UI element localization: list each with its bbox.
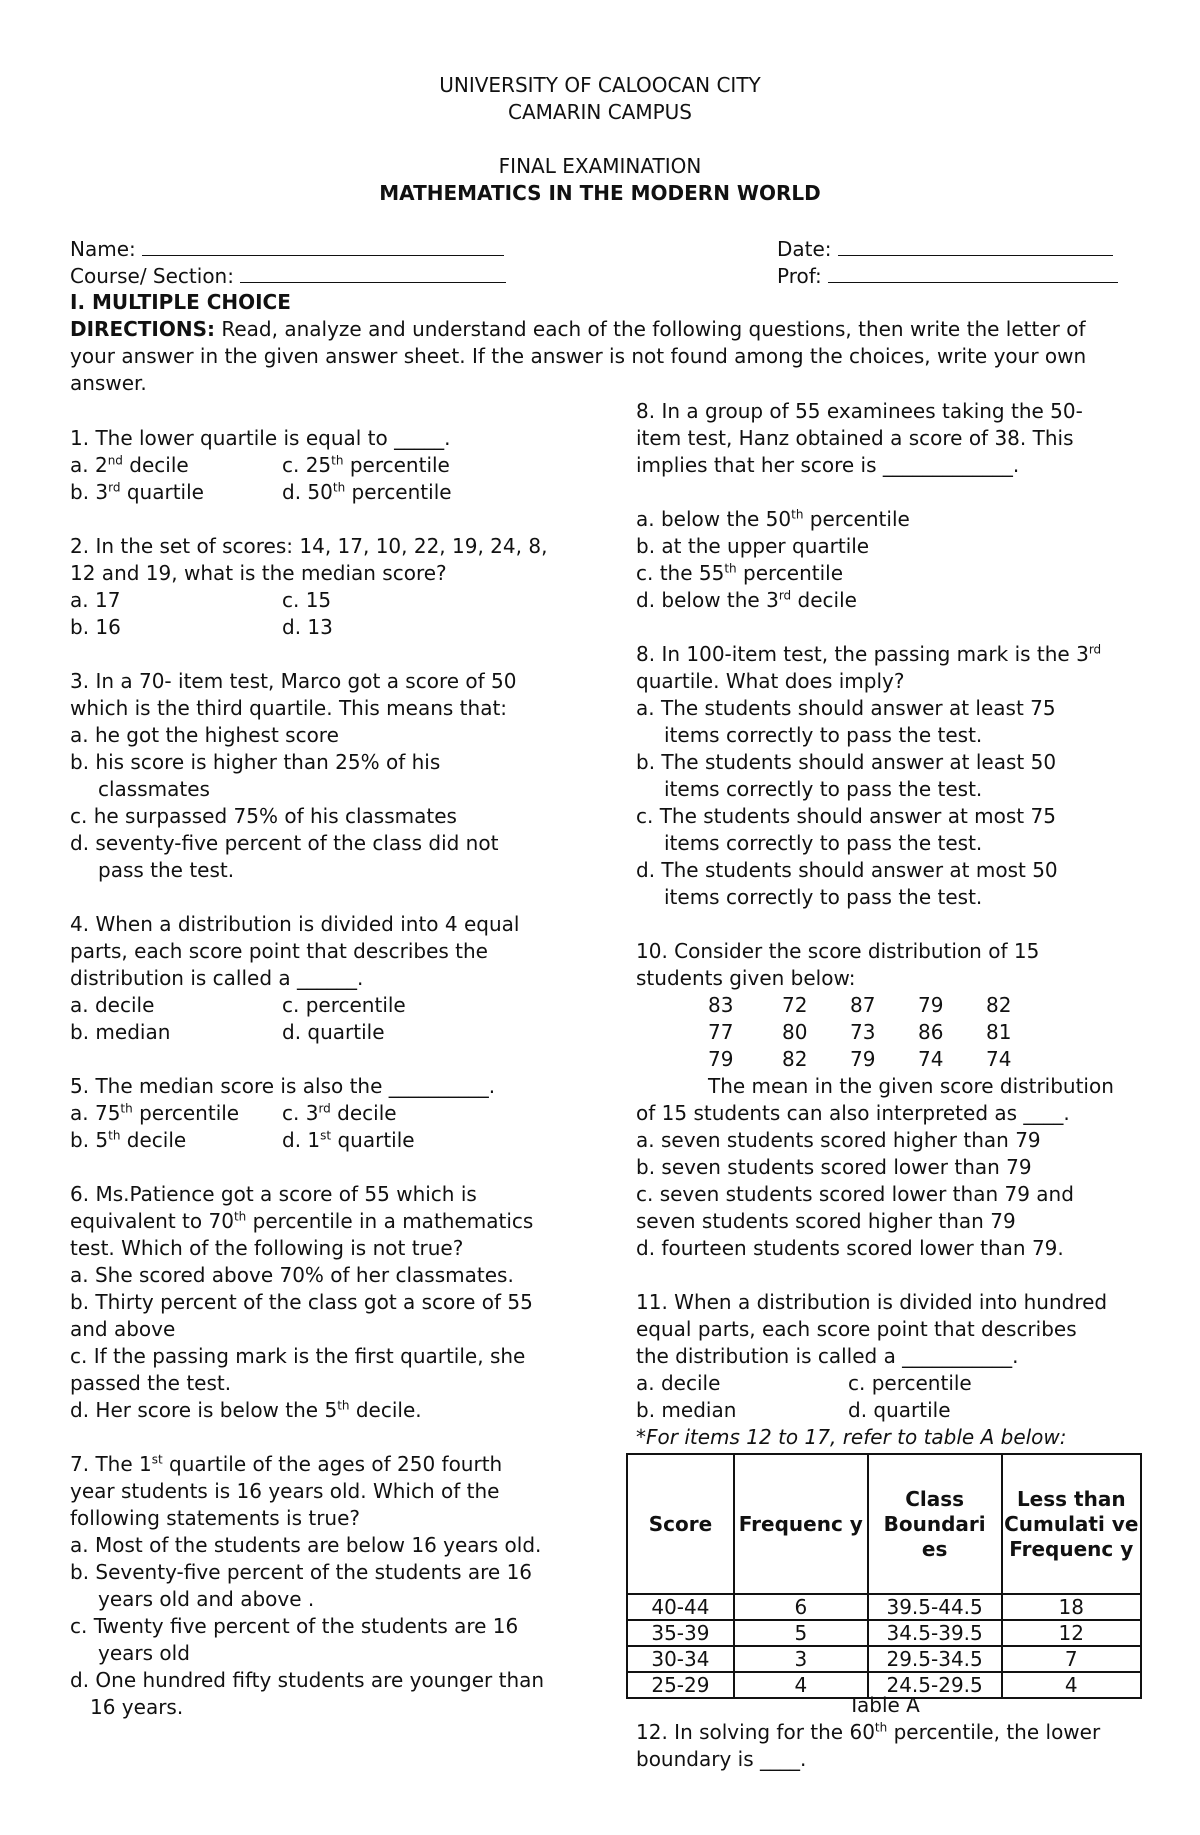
q6-option-a: a. She scored above 70% of her classmates.	[70, 1263, 514, 1287]
table-row	[627, 1620, 1141, 1646]
right-column	[636, 398, 1166, 1451]
q5-options-bd	[70, 1127, 600, 1154]
q1-option-b: b. 3rd quartile	[70, 480, 204, 504]
table-cell: 34.5-39.5	[868, 1620, 1002, 1646]
q4-option-d: d. quartile	[282, 1020, 385, 1044]
q3-option-c: c. he surpassed 75% of his classmates	[70, 804, 457, 828]
date-blank[interactable]	[838, 237, 1113, 256]
q10-option-c-cont: seven students scored higher than 79	[636, 1209, 1016, 1233]
table-cell: 7	[1002, 1646, 1142, 1672]
q8b-option-d: d. The students should answer at most 50	[636, 858, 1058, 882]
header-frequency: Frequenc y	[734, 1454, 868, 1594]
score-cell: 82	[986, 993, 1012, 1017]
q1-options-bd	[70, 479, 600, 506]
q11-option-a: a. decile	[636, 1371, 721, 1395]
table-cell: 4	[734, 1672, 868, 1698]
table-header-row	[627, 1454, 1141, 1594]
q10-stem-2: students given below:	[636, 966, 856, 990]
campus-name: CAMARIN CAMPUS	[508, 100, 692, 124]
date-field	[777, 236, 1113, 263]
subject-title: MATHEMATICS IN THE MODERN WORLD	[379, 181, 821, 205]
q4-option-c: c. percentile	[282, 993, 406, 1017]
q11-option-c: c. percentile	[848, 1371, 972, 1395]
course-field	[70, 263, 506, 290]
q8a-stem-1: 8. In a group of 55 examinees taking the 50-	[636, 399, 1083, 423]
q10-option-d: d. fourteen students scored lower than 79.	[636, 1236, 1064, 1260]
q7-stem-3: following statements is true?	[70, 1506, 361, 1530]
left-column	[70, 425, 600, 1721]
q7-option-b: b. Seventy-five percent of the students are 16	[70, 1560, 533, 1584]
q6-option-c-cont: passed the test.	[70, 1371, 232, 1395]
q4-option-b: b. median	[70, 1020, 171, 1044]
q4-option-a: a. decile	[70, 993, 155, 1017]
q11-options-bd	[636, 1397, 1166, 1424]
q6-option-b: b. Thirty percent of the class got a score of 55	[70, 1290, 533, 1314]
q6-option-b-cont: and above	[70, 1317, 176, 1341]
q10-text-1: The mean in the given score distribution	[708, 1074, 1114, 1098]
q10-text-2: of 15 students can also interpreted as ____.	[636, 1101, 1070, 1125]
q4-options-ac	[70, 992, 600, 1019]
section-title: I. MULTIPLE CHOICE	[70, 290, 291, 314]
q7-stem-2: year students is 16 years old. Which of the	[70, 1479, 500, 1503]
score-cell: 82	[782, 1047, 808, 1071]
name-field	[70, 236, 504, 263]
q10-option-a: a. seven students scored higher than 79	[636, 1128, 1041, 1152]
q8a-option-d: d. below the 3rd decile	[636, 588, 857, 612]
q11-options-ac	[636, 1370, 1166, 1397]
header-class-boundaries: Class Boundari es	[868, 1454, 1002, 1594]
q6-stem-1: 6. Ms.Patience got a score of 55 which is	[70, 1182, 477, 1206]
score-cell: 79	[918, 993, 944, 1017]
score-cell: 77	[708, 1020, 734, 1044]
score-cell: 79	[708, 1047, 734, 1071]
q8a-stem-3: implies that her score is _____________.	[636, 453, 1020, 477]
q5-option-c: c. 3rd decile	[282, 1101, 397, 1125]
q10-option-c: c. seven students scored lower than 79 and	[636, 1182, 1074, 1206]
q1-options-ac	[70, 452, 600, 479]
table-cell: 6	[734, 1594, 868, 1620]
table-row	[627, 1594, 1141, 1620]
q10-option-b: b. seven students scored lower than 79	[636, 1155, 1032, 1179]
header-score: Score	[627, 1454, 734, 1594]
q11-stem-1: 11. When a distribution is divided into hundred	[636, 1290, 1108, 1314]
table-cell: 29.5-34.5	[868, 1646, 1002, 1672]
q7-option-c-cont: years old	[98, 1641, 190, 1665]
q2-option-c: c. 15	[282, 588, 332, 612]
q1-stem: 1. The lower quartile is equal to _____.	[70, 426, 451, 450]
q2-option-d: d. 13	[282, 615, 333, 639]
q2-options-ac	[70, 587, 600, 614]
q3-stem-1: 3. In a 70- item test, Marco got a score of 50	[70, 669, 517, 693]
score-cell: 72	[782, 993, 808, 1017]
q3-option-d: d. seventy-five percent of the class did not	[70, 831, 499, 855]
q2-stem-2: 12 and 19, what is the median score?	[70, 561, 447, 585]
q5-options-ac	[70, 1100, 600, 1127]
score-cell: 73	[850, 1020, 876, 1044]
name-blank[interactable]	[142, 237, 504, 256]
q8b-option-a-cont: items correctly to pass the test.	[664, 723, 983, 747]
table-a	[626, 1453, 1142, 1699]
q3-option-d-cont: pass the test.	[98, 858, 235, 882]
q5-option-a: a. 75th percentile	[70, 1101, 240, 1125]
table-caption: Table A	[848, 1693, 920, 1717]
score-row	[636, 1019, 1166, 1046]
course-label: Course/ Section:	[70, 264, 234, 288]
table-cell: 18	[1002, 1594, 1142, 1620]
directions-text: Read, analyze and understand each of the following questions, then write the letter of your answer in the given answer sheet. If the answer is not found among the choices, write your own answer.	[70, 317, 1087, 395]
q8b-option-a: a. The students should answer at least 75	[636, 696, 1056, 720]
table-cell: 24.5-29.5	[868, 1672, 1002, 1698]
date-label: Date:	[777, 237, 832, 261]
score-cell: 80	[782, 1020, 808, 1044]
q4-stem-3: distribution is called a ______.	[70, 966, 364, 990]
q12-stem-2: boundary is ____.	[636, 1747, 807, 1771]
q11-option-d: d. quartile	[848, 1398, 951, 1422]
directions	[70, 316, 1130, 397]
name-label: Name:	[70, 237, 136, 261]
score-row	[636, 1046, 1166, 1073]
q8b-stem-2: quartile. What does imply?	[636, 669, 905, 693]
q4-options-bd	[70, 1019, 600, 1046]
table-cell: 4	[1002, 1672, 1142, 1698]
table-cell: 30-34	[627, 1646, 734, 1672]
score-cell: 79	[850, 1047, 876, 1071]
directions-label: DIRECTIONS:	[70, 317, 216, 341]
q5-stem: 5. The median score is also the __________.	[70, 1074, 496, 1098]
q1-option-a: a. 2nd decile	[70, 453, 189, 477]
q2-options-bd	[70, 614, 600, 641]
q4-stem-1: 4. When a distribution is divided into 4 equal	[70, 912, 520, 936]
q10-stem-1: 10. Consider the score distribution of 15	[636, 939, 1040, 963]
q4-stem-2: parts, each score point that describes the	[70, 939, 488, 963]
q1-option-c: c. 25th percentile	[282, 453, 450, 477]
score-cell: 74	[918, 1047, 944, 1071]
q5-option-b: b. 5th decile	[70, 1128, 187, 1152]
table-cell: 40-44	[627, 1594, 734, 1620]
prof-label: Prof:	[777, 264, 822, 288]
q6-stem-2: equivalent to 70th percentile in a mathematics	[70, 1209, 534, 1233]
q11-option-b: b. median	[636, 1398, 737, 1422]
q3-option-b: b. his score is higher than 25% of his	[70, 750, 441, 774]
table-cell: 39.5-44.5	[868, 1594, 1002, 1620]
q11-stem-3: the distribution is called a ___________.	[636, 1344, 1019, 1368]
score-cell: 83	[708, 993, 734, 1017]
q8b-option-b: b. The students should answer at least 50	[636, 750, 1057, 774]
q8b-option-d-cont: items correctly to pass the test.	[664, 885, 983, 909]
q2-stem-1: 2. In the set of scores: 14, 17, 10, 22, 19, 24, 8,	[70, 534, 548, 558]
q3-stem-2: which is the third quartile. This means that:	[70, 696, 508, 720]
q7-option-d: d. One hundred fifty students are younger than	[70, 1668, 545, 1692]
q3-option-a: a. he got the highest score	[70, 723, 339, 747]
prof-field	[777, 263, 1118, 290]
q8b-option-b-cont: items correctly to pass the test.	[664, 777, 983, 801]
q6-option-c: c. If the passing mark is the first quartile, she	[70, 1344, 526, 1368]
score-cell: 74	[986, 1047, 1012, 1071]
q7-option-c: c. Twenty five percent of the students are 16	[70, 1614, 519, 1638]
header-cumulative-frequency: Less than Cumulati ve Frequenc y	[1002, 1454, 1142, 1594]
table-cell: 5	[734, 1620, 868, 1646]
table-cell: 25-29	[627, 1672, 734, 1698]
q7-option-d-cont: 16 years.	[90, 1695, 184, 1719]
course-blank[interactable]	[240, 264, 506, 283]
score-cell: 81	[986, 1020, 1012, 1044]
q6-stem-3: test. Which of the following is not true?	[70, 1236, 464, 1260]
q8b-option-c: c. The students should answer at most 75	[636, 804, 1056, 828]
q2-option-b: b. 16	[70, 615, 121, 639]
table-cell: 3	[734, 1646, 868, 1672]
score-cell: 86	[918, 1020, 944, 1044]
q7-stem-1: 7. The 1st quartile of the ages of 250 fourth	[70, 1452, 503, 1476]
q8b-option-c-cont: items correctly to pass the test.	[664, 831, 983, 855]
q10-score-grid	[636, 992, 1166, 1073]
score-cell: 87	[850, 993, 876, 1017]
q8a-option-c: c. the 55th percentile	[636, 561, 844, 585]
q7-option-b-cont: years old and above .	[98, 1587, 315, 1611]
exam-title: FINAL EXAMINATION	[498, 154, 702, 178]
q7-option-a: a. Most of the students are below 16 years old.	[70, 1533, 542, 1557]
q6-option-d: d. Her score is below the 5th decile.	[70, 1398, 422, 1422]
q8a-option-b: b. at the upper quartile	[636, 534, 870, 558]
prof-blank[interactable]	[828, 264, 1118, 283]
q12-stem-1: 12. In solving for the 60th percentile, the lower	[636, 1720, 1101, 1744]
q11-stem-2: equal parts, each score point that describes	[636, 1317, 1077, 1341]
q8a-stem-2: item test, Hanz obtained a score of 38. This	[636, 426, 1074, 450]
q5-option-d: d. 1st quartile	[282, 1128, 415, 1152]
q3-option-b-cont: classmates	[98, 777, 210, 801]
q8a-option-a: a. below the 50th percentile	[636, 507, 910, 531]
table-row	[627, 1646, 1141, 1672]
q8b-stem-1: 8. In 100-item test, the passing mark is the 3rd	[636, 642, 1102, 666]
q1-option-d: d. 50th percentile	[282, 480, 452, 504]
q2-option-a: a. 17	[70, 588, 121, 612]
table-note: *For items 12 to 17, refer to table A below:	[636, 1425, 1067, 1449]
q12-block	[636, 1719, 1166, 1773]
score-row	[636, 992, 1166, 1019]
table-cell: 12	[1002, 1620, 1142, 1646]
university-name: UNIVERSITY OF CALOOCAN CITY	[439, 73, 761, 97]
table-cell: 35-39	[627, 1620, 734, 1646]
